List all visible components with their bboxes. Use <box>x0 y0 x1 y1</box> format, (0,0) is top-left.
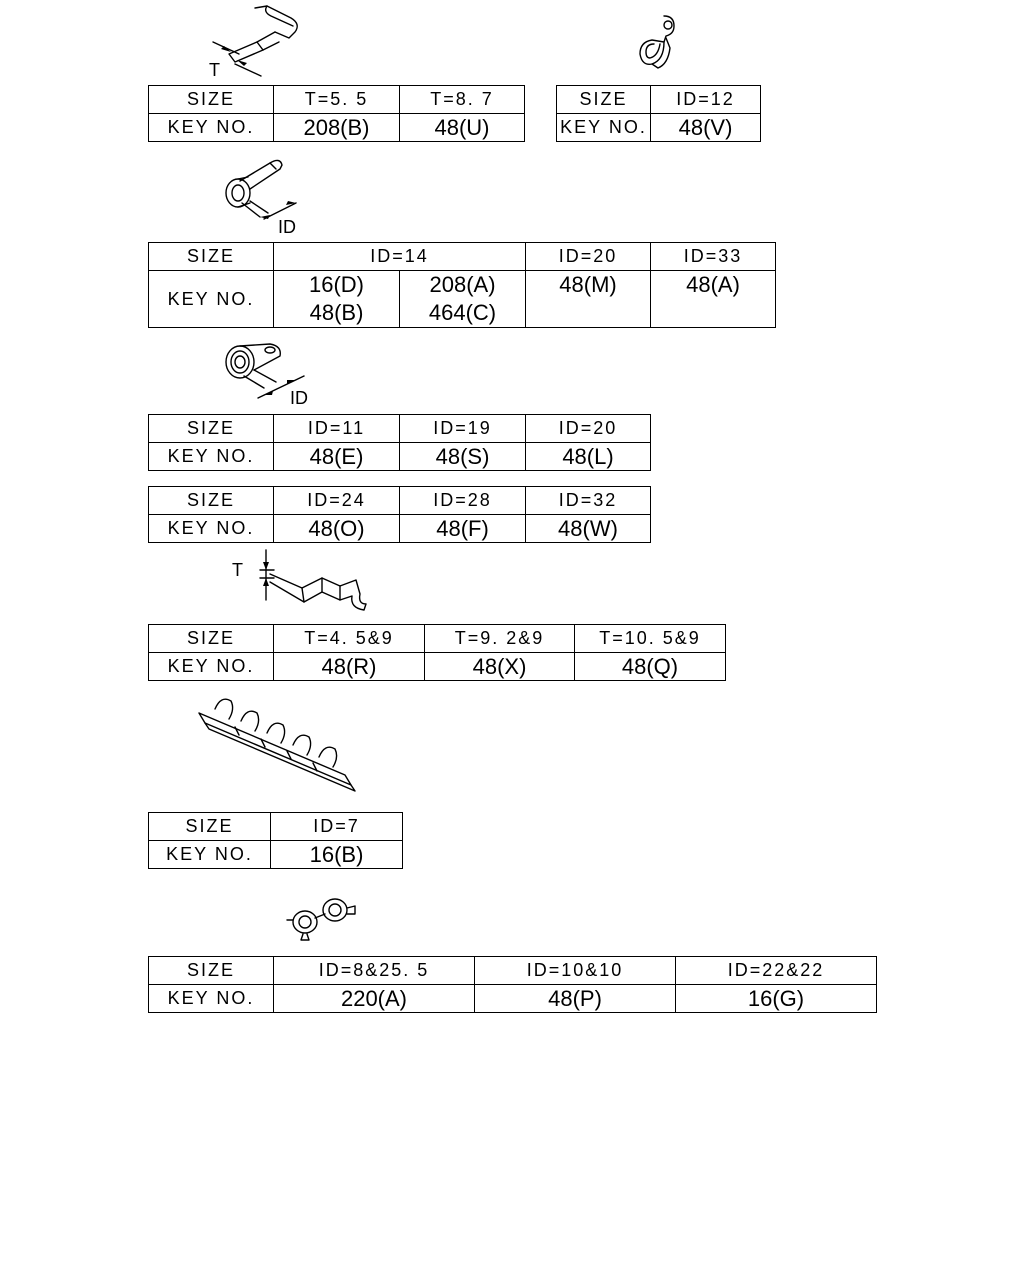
key-cell <box>400 271 526 328</box>
t-dimension-label: T <box>209 60 220 80</box>
size-cell: ID=11 <box>274 415 400 443</box>
key-value: 48(B) <box>309 300 364 325</box>
key-no-header: KEY NO. <box>149 271 274 328</box>
key-cell: 48(F) <box>400 515 526 543</box>
size-header: SIZE <box>149 957 274 985</box>
size-header: SIZE <box>149 243 274 271</box>
key-cell <box>274 271 400 328</box>
key-cell: 48(X) <box>425 653 575 681</box>
id-dimension-label: ID <box>278 217 296 237</box>
size-header: SIZE <box>557 86 651 114</box>
key-cell: 48(L) <box>526 443 651 471</box>
size-key-table-1 <box>148 85 525 142</box>
id-dimension-label-2: ID <box>290 388 308 408</box>
size-key-table-5 <box>148 486 651 543</box>
loop-clip-figure <box>634 12 684 72</box>
size-header: SIZE <box>149 625 274 653</box>
size-cell: ID=7 <box>271 813 403 841</box>
size-cell: ID=22&22 <box>676 957 877 985</box>
size-cell: ID=33 <box>651 243 776 271</box>
key-cell: 48(Q) <box>575 653 726 681</box>
size-cell: ID=12 <box>651 86 761 114</box>
key-cell: 48(W) <box>526 515 651 543</box>
size-cell: ID=10&10 <box>475 957 676 985</box>
key-cell: 48(E) <box>274 443 400 471</box>
size-key-table-2 <box>556 85 761 142</box>
key-value: 464(C) <box>428 300 497 325</box>
t-dimension-label-2: T <box>232 560 243 580</box>
size-cell: ID=19 <box>400 415 526 443</box>
size-key-table-6 <box>148 624 726 681</box>
key-value: 16(D) <box>308 272 364 297</box>
size-header: SIZE <box>149 487 274 515</box>
key-cell: 48(V) <box>651 114 761 142</box>
cushion-clamp-figure <box>220 340 320 410</box>
key-cell: 220(A) <box>274 985 475 1013</box>
key-cell: 48(U) <box>400 114 525 142</box>
size-cell: ID=28 <box>400 487 526 515</box>
key-no-header: KEY NO. <box>149 443 274 471</box>
step-clip-figure <box>230 548 370 618</box>
size-cell: T=9. 2&9 <box>425 625 575 653</box>
key-no-header: KEY NO. <box>149 114 274 142</box>
size-cell: T=8. 7 <box>400 86 525 114</box>
key-no-header: KEY NO. <box>149 841 271 869</box>
size-cell: ID=20 <box>526 243 651 271</box>
size-cell: ID=14 <box>274 243 526 271</box>
size-cell: ID=8&25. 5 <box>274 957 475 985</box>
size-cell: ID=32 <box>526 487 651 515</box>
key-no-header: KEY NO. <box>557 114 651 142</box>
size-header: SIZE <box>149 86 274 114</box>
size-cell: ID=24 <box>274 487 400 515</box>
key-cell: 48(O) <box>274 515 400 543</box>
size-header: SIZE <box>149 415 274 443</box>
key-cell: 16(B) <box>271 841 403 869</box>
flat-clip-figure <box>205 2 305 82</box>
size-cell: T=4. 5&9 <box>274 625 425 653</box>
size-key-table-7 <box>148 812 403 869</box>
key-cell: 208(B) <box>274 114 400 142</box>
key-no-header: KEY NO. <box>149 653 274 681</box>
key-no-header: KEY NO. <box>149 515 274 543</box>
key-value: 208(A) <box>429 272 496 297</box>
size-header: SIZE <box>149 813 271 841</box>
multi-clip-strip-figure <box>195 695 360 795</box>
key-cell: 16(G) <box>676 985 877 1013</box>
size-key-table-3 <box>148 242 776 328</box>
size-key-table-4 <box>148 414 651 471</box>
key-cell: 48(R) <box>274 653 425 681</box>
key-cell: 48(P) <box>475 985 676 1013</box>
size-cell: T=5. 5 <box>274 86 400 114</box>
key-cell: 48(S) <box>400 443 526 471</box>
size-cell: T=10. 5&9 <box>575 625 726 653</box>
size-key-table-8 <box>148 956 877 1013</box>
size-cell: ID=20 <box>526 415 651 443</box>
key-cell: 48(M) <box>526 271 651 328</box>
key-cell: 48(A) <box>651 271 776 328</box>
key-no-header: KEY NO. <box>149 985 274 1013</box>
twin-ring-clamp-figure <box>283 892 363 942</box>
p-clamp-figure <box>220 155 310 240</box>
